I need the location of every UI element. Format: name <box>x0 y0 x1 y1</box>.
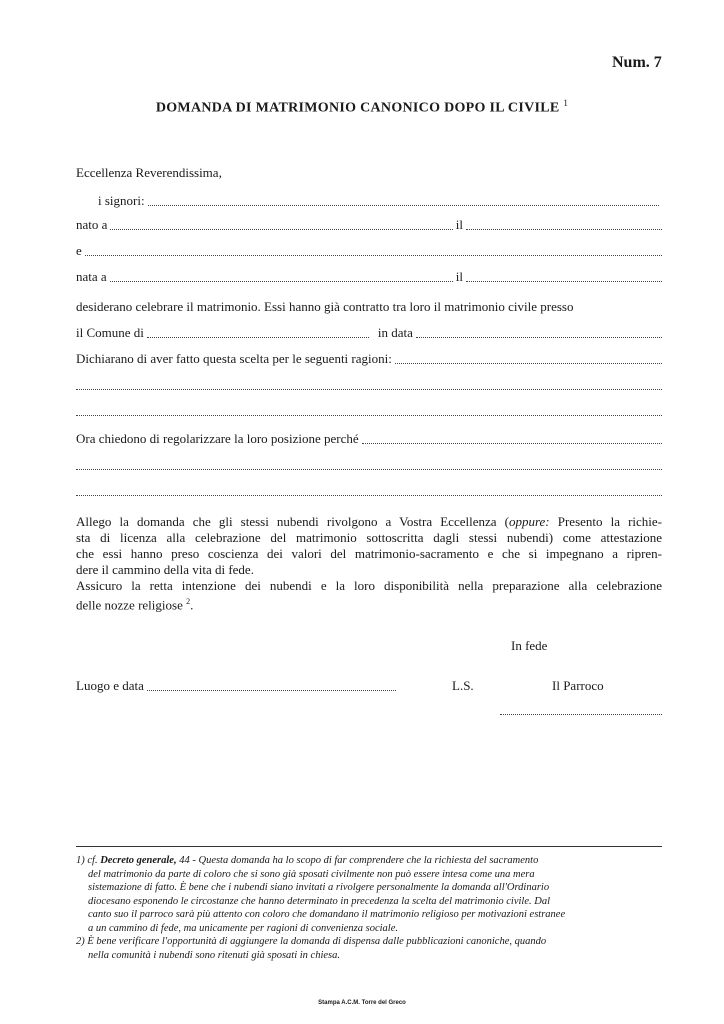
signori-label: i signori: <box>98 193 145 208</box>
in-data-label: in data <box>377 325 413 340</box>
footnote-1: 1) cf. Decreto generale, 44 - Questa domanda ha lo scopo di far comprendere che la richiesta del sacramento <box>76 855 539 866</box>
in-data-field[interactable] <box>416 333 662 338</box>
nata-il-label: il <box>455 269 463 284</box>
perche-field-3[interactable] <box>76 491 662 496</box>
ls-label: L.S. <box>452 678 474 693</box>
nata-a-field[interactable] <box>110 277 453 282</box>
ragioni-field-2[interactable] <box>76 385 662 390</box>
comune-field[interactable] <box>147 333 369 338</box>
perche-field-2[interactable] <box>76 465 662 470</box>
allego-line-3: che essi hanno preso coscienza dei valori del matrimonio-sacramento e che si impegnano a ripren- <box>76 546 662 561</box>
nato-a-field[interactable] <box>110 225 452 230</box>
luogo-row <box>76 677 396 695</box>
footnote-1-line: canto suo il parroco sarà più attento con coloro che domandano il matrimonio religioso per motivazioni estranee <box>88 909 566 920</box>
footnote-1-ref: Decreto generale, <box>100 855 177 866</box>
ragioni-row-3 <box>76 402 662 420</box>
footnote-1-line: sistemazione di fatto. È bene che i nubendi siano invitati a rivolgere personalmente la domanda all'Ordinario <box>88 882 550 893</box>
footnote-1-line: diocesano esponendo le circostanze che hanno determinato in precedenza la scelta del matrimonio civile. Dal <box>88 895 550 907</box>
desiderano-row <box>76 298 662 316</box>
footnote-1-line: a un cammino di fede, ma unicamente per ragioni di convenienza sociale. <box>88 922 398 934</box>
perche-row-3 <box>76 482 662 500</box>
allego-paragraph <box>76 514 662 613</box>
salutation-row <box>76 164 662 182</box>
e-field[interactable] <box>85 251 662 256</box>
e-label: e <box>76 243 82 258</box>
parroco-signature-field[interactable] <box>500 706 662 715</box>
salutation: Eccellenza Reverendissima, <box>76 165 222 180</box>
parroco-label: Il Parroco <box>552 678 604 693</box>
footnote-separator <box>76 846 662 847</box>
comune-label: il Comune di <box>76 325 144 340</box>
signori-field[interactable] <box>148 201 659 206</box>
nato-row <box>76 216 662 234</box>
assicuro-footnote-ref: 2 <box>186 597 191 606</box>
form-number: Num. 7 <box>612 54 662 71</box>
assicuro-line-1: Assicuro la retta intenzione dei nubendi e la loro disponibilità nella preparazione alla celebrazione <box>76 578 662 593</box>
comune-row <box>76 324 662 342</box>
assicuro-line-2: delle nozze religiose $^2$. <box>76 597 194 613</box>
title-text: DOMANDA DI MATRIMONIO CANONICO DOPO IL CIVILE <box>155 100 560 116</box>
ora-label: Ora chiedono di regolarizzare la loro posizione perché <box>76 431 359 446</box>
oppure-word: oppure: <box>508 514 550 529</box>
e-row <box>76 242 662 260</box>
allego-line-2: sta di licenza alla celebrazione del matrimonio sottoscritta dagli stessi nubendi) come attestazione <box>76 530 662 545</box>
nata-row <box>76 268 662 286</box>
title-footnote-ref: 1 <box>563 98 569 108</box>
in-fede: In fede <box>511 638 548 653</box>
signori-row <box>98 192 662 210</box>
footnotes <box>76 854 666 962</box>
printer-credit: Stampa A.C.M. Torre del Greco <box>318 1000 406 1006</box>
perche-row-2 <box>76 456 662 474</box>
ragioni-field-3[interactable] <box>76 411 662 416</box>
nata-a-label: nata a <box>76 269 107 284</box>
dichiarano-row <box>76 350 662 368</box>
footnote-1-line: del matrimonio da parte di coloro che si sono già sposati civilmente non può essere intesa come una mera <box>88 868 535 880</box>
dichiarano-label: Dichiarano di aver fatto questa scelta per le seguenti ragioni: <box>76 351 392 366</box>
ragioni-row-2 <box>76 376 662 394</box>
ragioni-field[interactable] <box>395 359 662 364</box>
footnote-2-line: nella comunità i nubendi sono ritenuti già sposati in chiesa. <box>88 949 340 961</box>
desiderano-text: desiderano celebrare il matrimonio. Essi hanno già contratto tra loro il matrimonio civile presso <box>76 299 574 314</box>
nato-il-label: il <box>455 217 463 232</box>
luogo-field[interactable] <box>147 686 396 691</box>
luogo-label: Luogo e data <box>76 678 144 693</box>
nata-il-field[interactable] <box>466 277 662 282</box>
ora-row <box>76 430 662 448</box>
allego-line-1: Allego la domanda che gli stessi nubendi rivolgono a Vostra Eccellenza (oppure: Presento la richie- <box>76 514 662 529</box>
page-title <box>0 98 724 117</box>
nato-il-field[interactable] <box>466 225 662 230</box>
nato-a-label: nato a <box>76 217 108 232</box>
footnote-2: 2) È bene verificare l'opportunità di aggiungere la domanda di dispensa dalle pubblicazioni canoniche, quando <box>76 936 547 947</box>
perche-field[interactable] <box>362 439 662 444</box>
allego-line-4: dere il cammino della vita di fede. <box>76 562 254 577</box>
